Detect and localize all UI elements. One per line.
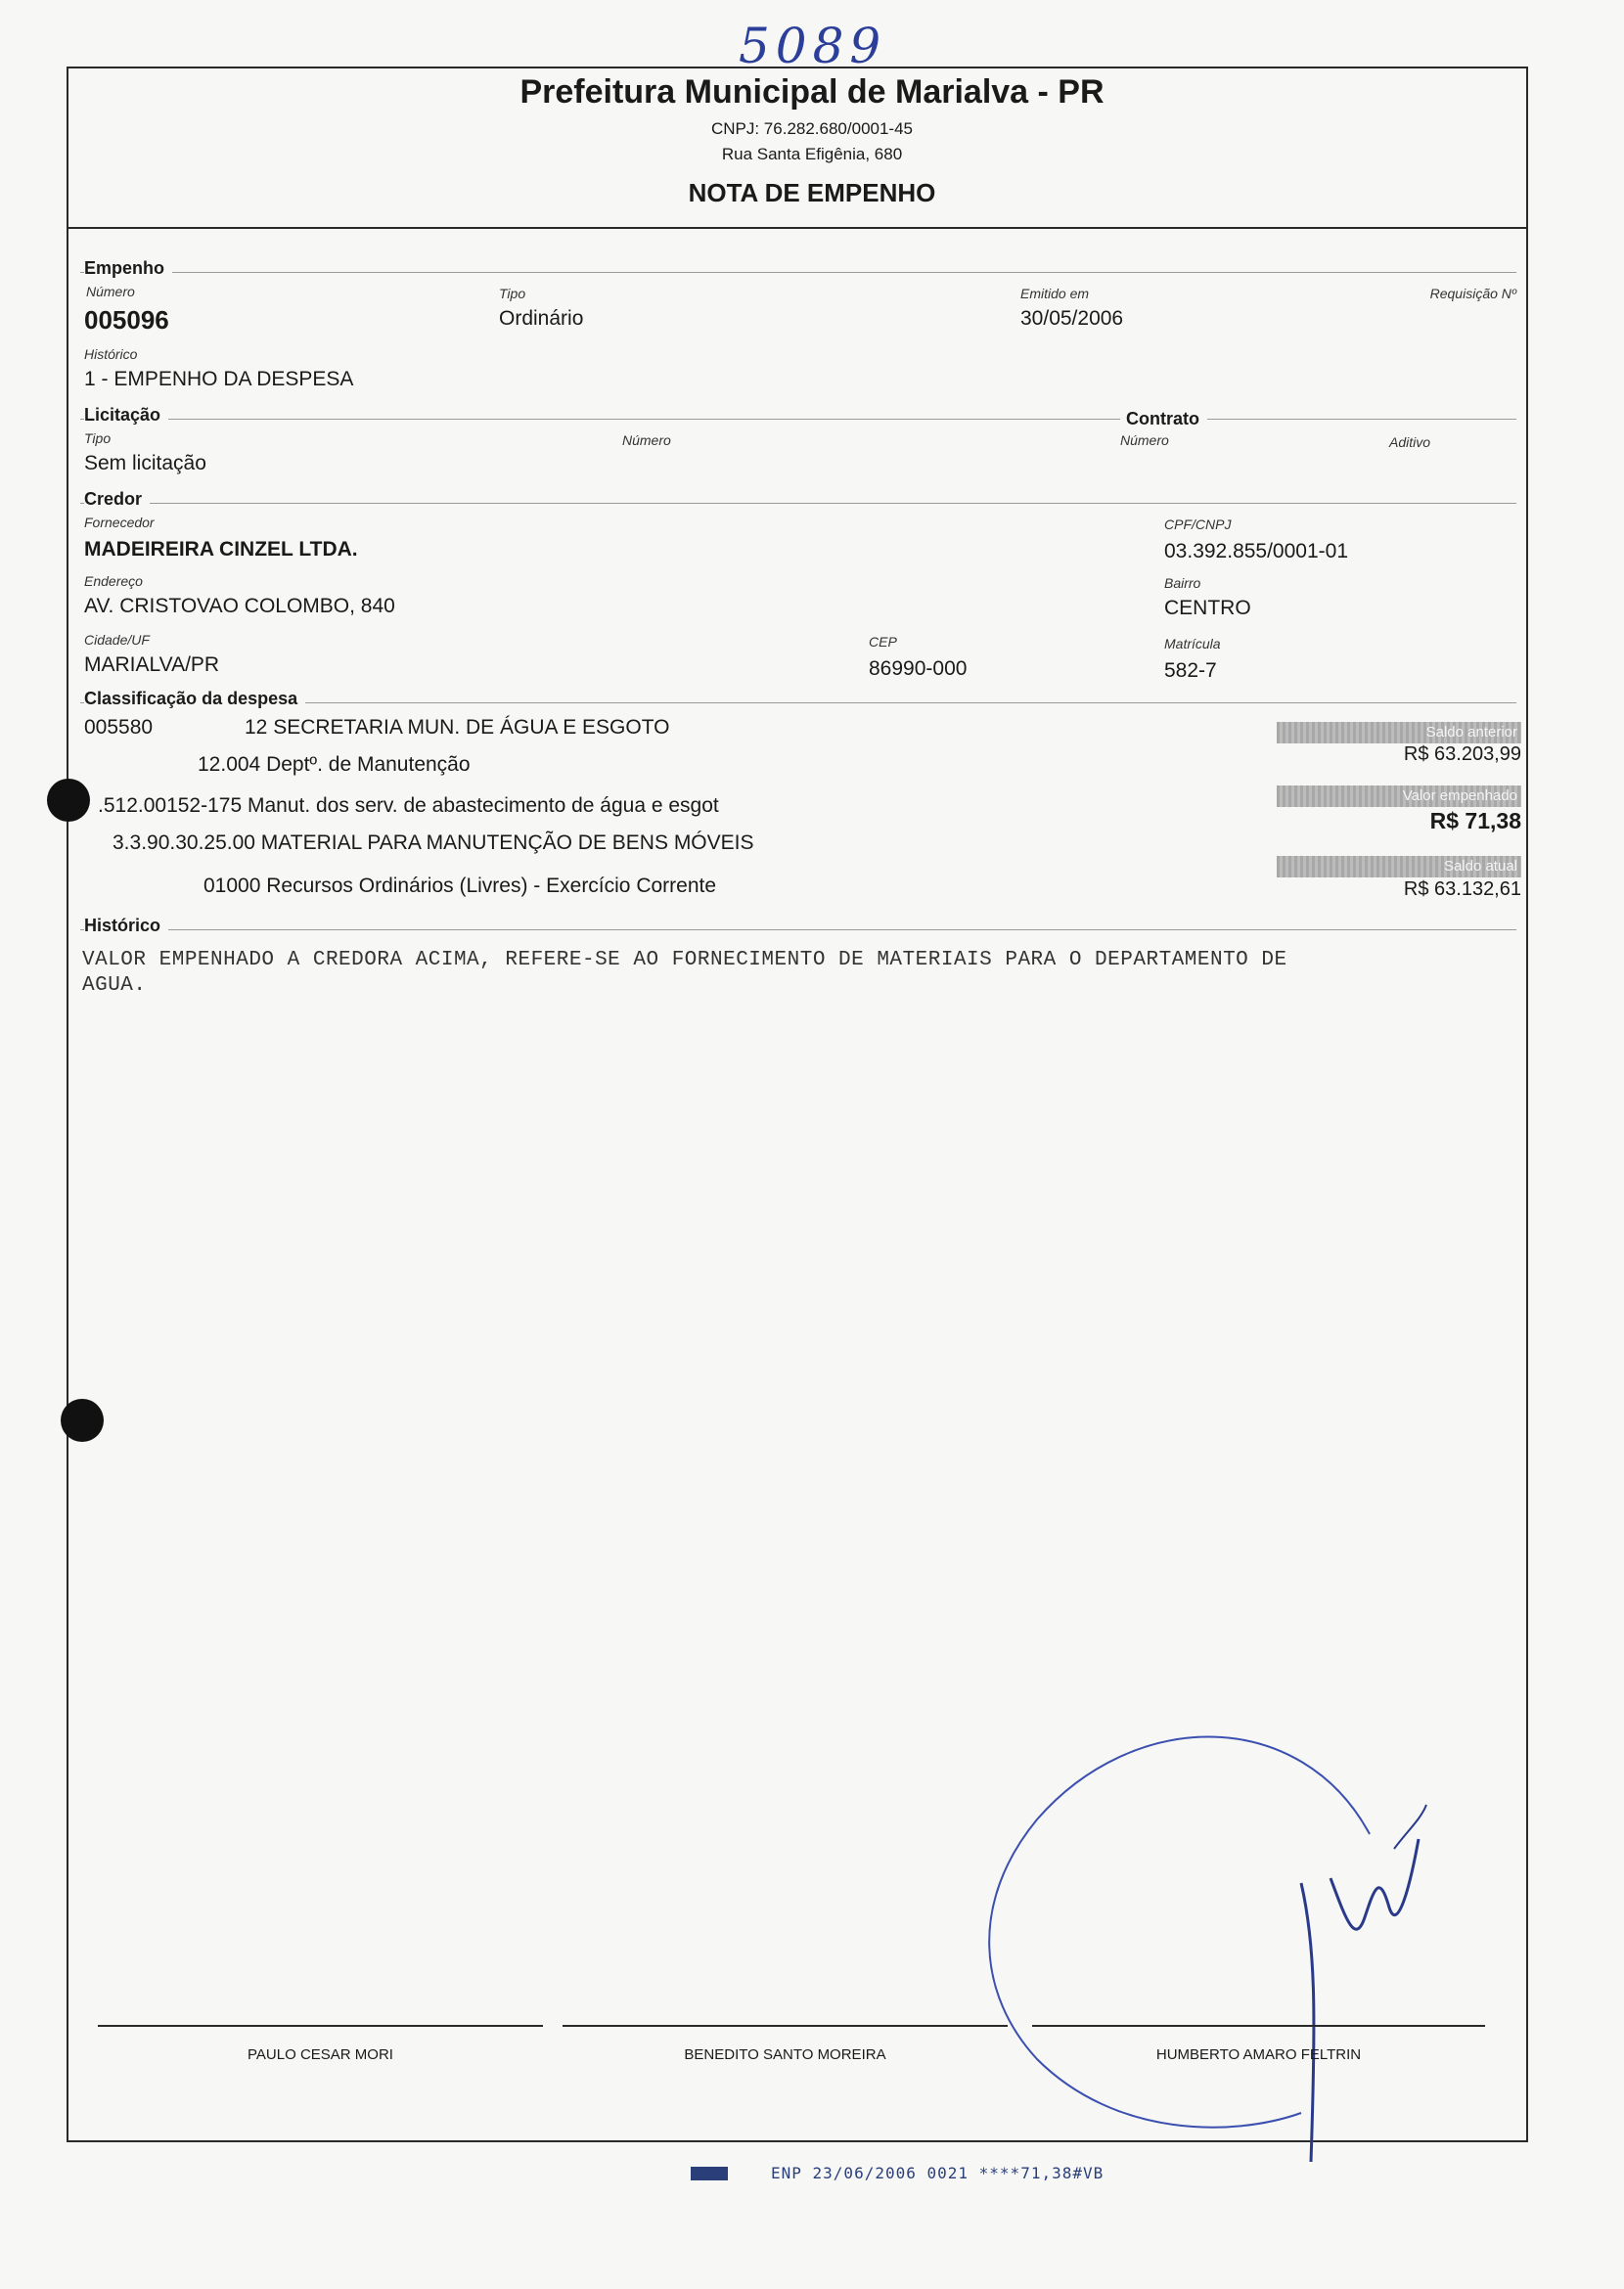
empenho-historico: 1 - EMPENHO DA DESPESA	[84, 368, 354, 390]
signature-name-1: PAULO CESAR MORI	[248, 2046, 393, 2063]
contrato-numero-label: Número	[1120, 432, 1169, 448]
fornecedor-label: Fornecedor	[84, 515, 155, 530]
saldo-atual-label: Saldo atual	[1277, 856, 1521, 877]
page-title: Prefeitura Municipal de Marialva - PR	[519, 73, 1105, 111]
cidade: MARIALVA/PR	[84, 653, 220, 676]
cpf: 03.392.855/0001-01	[1164, 540, 1349, 562]
signature-line-1	[98, 2025, 543, 2027]
empenho-emitido: 30/05/2006	[1020, 307, 1124, 330]
footer-stamp: ENP 23/06/2006 0021 ****71,38#VB	[771, 2164, 1105, 2182]
cpf-label: CPF/CNPJ	[1164, 516, 1232, 532]
historico-section-title: Histórico	[84, 916, 168, 936]
classificacao-elemento: 3.3.90.30.25.00 MATERIAL PARA MANUTENÇÃO DE BENS MÓVEIS	[113, 831, 754, 854]
empenho-numero-label: Número	[86, 284, 135, 299]
contrato-aditivo-label: Aditivo	[1389, 434, 1431, 450]
classificacao-codigo: 005580	[84, 716, 154, 739]
requisicao-label: Requisição Nº	[1429, 286, 1516, 301]
licitacao-numero-label: Número	[622, 432, 671, 448]
licitacao-tipo-label: Tipo	[84, 430, 112, 446]
classificacao-section-title: Classificação da despesa	[84, 689, 305, 709]
header-address: Rua Santa Efigênia, 680	[721, 145, 903, 163]
signature-line-2	[563, 2025, 1008, 2027]
licitacao-section-title: Licitação	[84, 405, 168, 426]
cep-label: CEP	[869, 634, 897, 650]
historico-line-2: AGUA.	[82, 974, 147, 997]
historico-line-1: VALOR EMPENHADO A CREDORA ACIMA, REFERE-SE AO FORNECIMENTO DE MATERIAIS PARA O DEPARTAMENTO DE	[82, 949, 1287, 971]
valor-empenhado: R$ 71,38	[1429, 808, 1521, 833]
valor-empenhado-label: Valor empenhado	[1277, 785, 1521, 807]
saldo-atual: R$ 63.132,61	[1403, 878, 1521, 900]
saldo-anterior: R$ 63.203,99	[1403, 743, 1521, 765]
bairro: CENTRO	[1164, 597, 1251, 619]
stamp-logo	[691, 2167, 728, 2180]
handwritten-number: 5089	[739, 18, 887, 74]
empenho-numero: 005096	[84, 305, 169, 335]
credor-section-title: Credor	[84, 489, 150, 510]
cep: 86990-000	[869, 657, 968, 680]
empenho-emitido-label: Emitido em	[1020, 286, 1090, 301]
endereco: AV. CRISTOVAO COLOMBO, 840	[84, 595, 395, 617]
classificacao-recurso: 01000 Recursos Ordinários (Livres) - Exercício Corrente	[203, 875, 717, 897]
empenho-tipo-label: Tipo	[499, 286, 526, 301]
empenho-section-title: Empenho	[84, 258, 172, 279]
empenho-tipo: Ordinário	[499, 307, 584, 330]
cidade-label: Cidade/UF	[84, 632, 150, 648]
signature-line-3	[1032, 2025, 1485, 2027]
header-cnpj: CNPJ: 76.282.680/0001-45	[710, 119, 914, 138]
classificacao-secretaria: 12 SECRETARIA MUN. DE ÁGUA E ESGOTO	[245, 716, 670, 739]
classificacao-departamento: 12.004 Deptº. de Manutenção	[198, 753, 471, 776]
saldo-anterior-label: Saldo anterior	[1277, 722, 1521, 743]
endereco-label: Endereço	[84, 573, 143, 589]
contrato-section-title: Contrato	[1120, 409, 1207, 429]
signature-name-2: BENEDITO SANTO MOREIRA	[684, 2046, 886, 2063]
matricula-label: Matrícula	[1164, 636, 1221, 651]
empenho-historico-label: Histórico	[84, 346, 138, 362]
signature-name-3: HUMBERTO AMARO FELTRIN	[1155, 2046, 1362, 2063]
matricula: 582-7	[1164, 659, 1217, 682]
document-title: NOTA DE EMPENHO	[688, 178, 936, 207]
classificacao-funcional: .512.00152-175 Manut. dos serv. de abastecimento de água e esgot	[98, 794, 719, 817]
bairro-label: Bairro	[1164, 575, 1201, 591]
licitacao-tipo: Sem licitação	[84, 452, 206, 474]
fornecedor: MADEIREIRA CINZEL LTDA.	[84, 538, 358, 561]
